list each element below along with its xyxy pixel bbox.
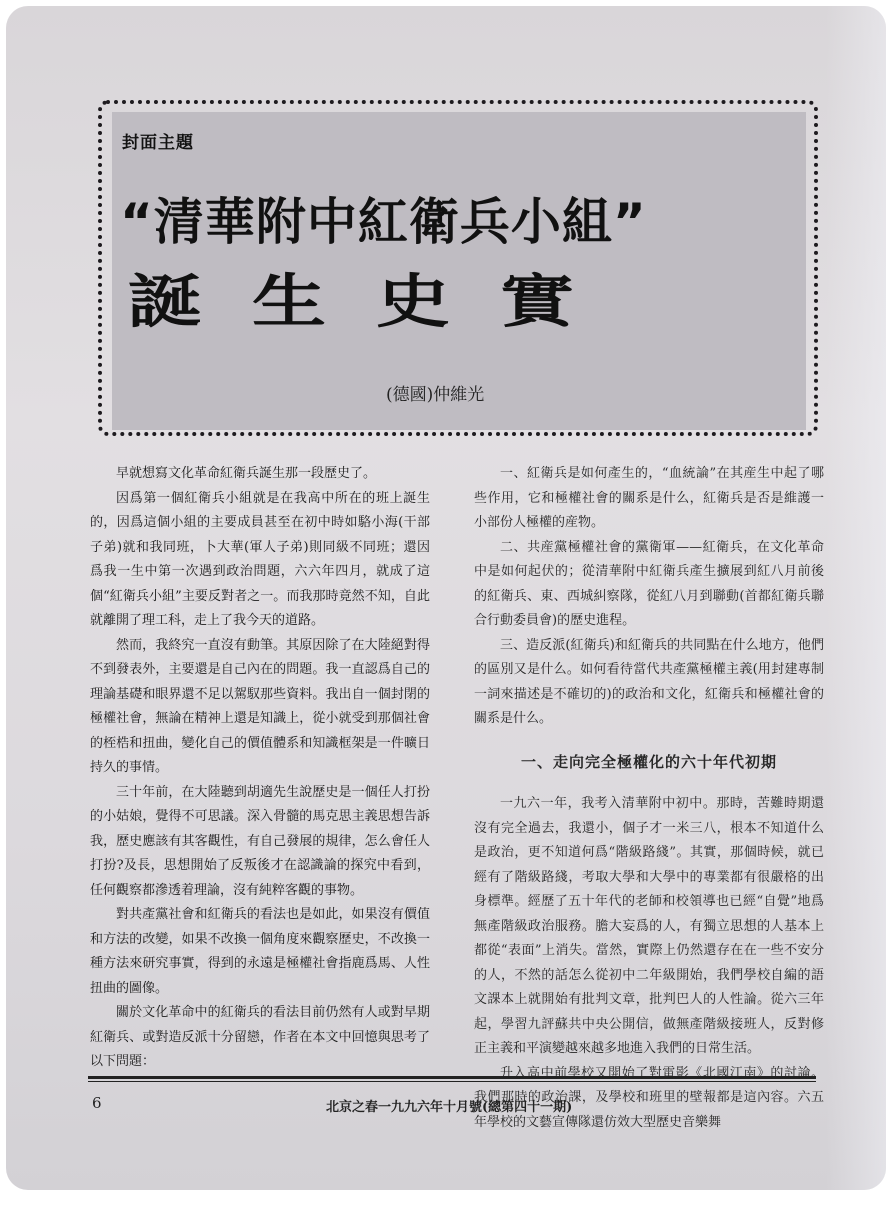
paragraph: 三十年前，在大陸聽到胡適先生說歷史是一個任人打扮的小姑娘，覺得不可思議。深入骨髓的馬克思主義思想告訴我，歷史應該有其客觀性，有自己發展的規律，怎么會任人打扮?及長，思想開始了反叛後才在認識論的探究中看到，任何觀察都滲透着理論，沒有純粹客觀的事物。 xyxy=(90,784,430,898)
paragraph: 一、紅衛兵是如何產生的，“血統論”在其産生中起了哪些作用，它和極權社會的關系是什么，紅衛兵是否是維護一小部份人極權的産物。 xyxy=(474,466,824,530)
author-byline: (德國)仲維光 xyxy=(386,385,485,405)
paragraph: 然而，我終究一直沒有動筆。其原因除了在大陸絕對得不到發表外，主要還是自己內在的問題。我一直認爲自己的理論基礎和眼界還不足以駕馭那些資料。我出自一個封閉的極權社會，無論在精神上還是知識上，從小就受到那個社會的桎梏和扭曲，變化自己的價值體系和知識框架是一件曠日持久的事情。 xyxy=(90,637,430,775)
paragraph: 因爲第一個紅衛兵小組就是在我高中所在的班上誕生的，因爲這個小組的主要成員甚至在初中時如駱小海(干部子弟)就和我同班，卜大華(軍人子弟)則同級不同班；還因爲我一生中第一次遇到政治問題，六六年四月，就成了這個“紅衛兵小組”主要反對者之一。而我那時竟然不知，自此就離開了理工科，走上了我今天的道路。 xyxy=(90,490,430,628)
section-label: 封面主題 xyxy=(122,133,194,153)
paragraph: 升入高中前學校又開始了對電影《北國江南》的討論。我們那時的政治課，及學校和班里的壁報都是這內容。六五年學校的文藝宣傳隊還仿效大型歷史音樂舞 xyxy=(474,1065,824,1130)
left-column xyxy=(90,462,430,1075)
paragraph: 關於文化革命中的紅衛兵的看法目前仍然有人或對早期紅衛兵、或對造反派十分留戀，作者在本文中回憶與思考了以下問題： xyxy=(90,1005,430,1069)
article-title-line1: “清華附中紅衛兵小組” xyxy=(120,193,647,251)
paragraph: 三、造反派(紅衛兵)和紅衛兵的共同點在什么地方，他們的區別又是什么。如何看待當代共產黨極權主義(用封建專制一詞來描述是不確切的)的政治和文化，紅衛兵和極權社會的關系是什么。 xyxy=(474,637,824,726)
publication-issue: 北京之春一九九六年十月號(總第四十一期) xyxy=(326,1100,573,1115)
paragraph: 對共產黨社會和紅衛兵的看法也是如此，如果沒有價值和方法的改變，如果不改換一個角度來觀察歷史，不改換一種方法來研究事實，得到的永遠是極權社會指鹿爲馬、人性扭曲的圖像。 xyxy=(90,907,430,996)
right-column xyxy=(474,462,824,1135)
page-number: 6 xyxy=(92,1094,102,1112)
paragraph: 早就想寫文化革命紅衛兵誕生那一段歷史了。 xyxy=(116,466,377,481)
section-subheading: 一、走向完全極權化的六十年代初期 xyxy=(520,752,777,771)
footer-rule xyxy=(88,1076,816,1082)
article-title-line2: 誕生史實 xyxy=(128,268,624,336)
paragraph: 二、共産黨極權社會的黨衛軍——紅衛兵，在文化革命中是如何起伏的；從清華附中紅衛兵產生擴展到紅八月前後的紅衛兵、東、西城糾察隊，從紅八月到聯動(首都紅衛兵聯合行動委員會)的歷史進程。 xyxy=(474,539,824,628)
paragraph: 一九六一年，我考入清華附中初中。那時，苦難時期還沒有完全過去，我還小，個子才一米三八，根本不知道什么是政治，更不知道何爲“階級路綫”。其實，那個時候，就已經有了階級路綫，考取大學和大學中的專業都有很嚴格的出身標準。經歷了五十年代的老師和校領導也已經“自覺”地爲無產階級政治服務。膽大妄爲的人，有獨立思想的人基本上都從“表面”上消失。當然，實際上仍然還存在在一些不安分的人，不然的話怎么從初中二年級開始，我們學校自編的語文課本上就開始有批判文章，批判巴人的人性論。從六三年起，學習九評蘇共中央公開信，做無產階級接班人，反對修正主義和平演變越來越多地進入我們的日常生活。 xyxy=(474,796,824,1056)
